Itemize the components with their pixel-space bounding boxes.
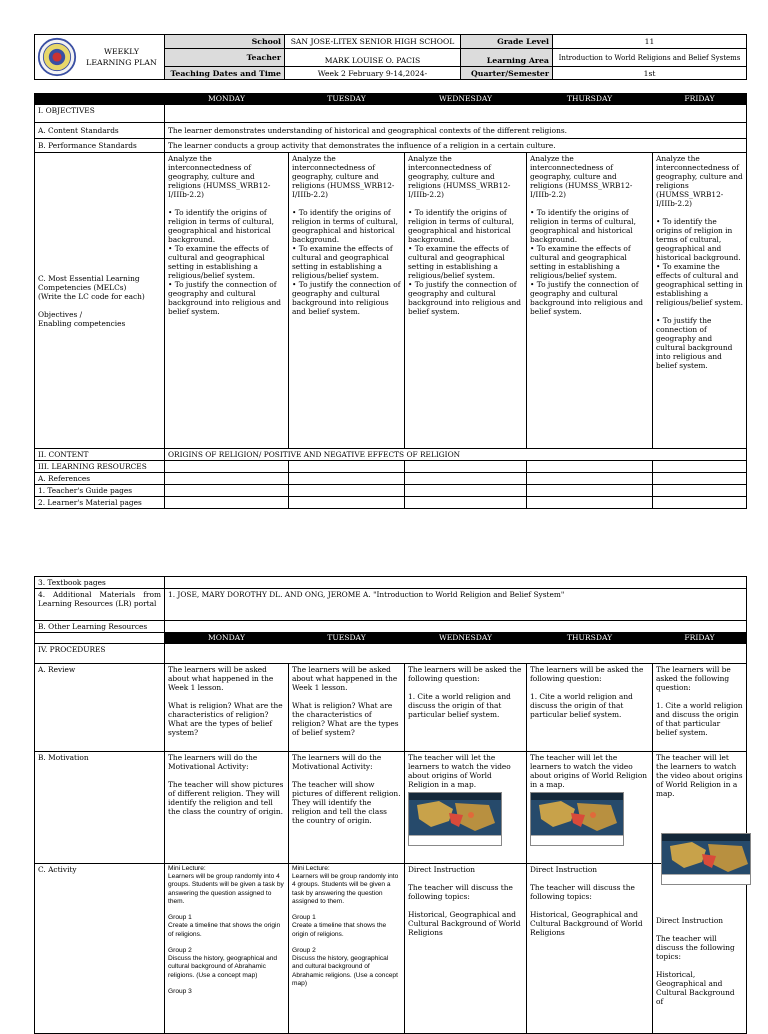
objectives-table bbox=[34, 93, 747, 509]
world-map-image bbox=[531, 793, 623, 837]
activity-wednesday: Direct Instruction The teacher will discuss the following topics: Historical, Geographical and Cultural Background of World Religions bbox=[405, 864, 527, 1034]
blank-cell bbox=[289, 473, 405, 485]
blank-cell bbox=[405, 461, 527, 473]
blank-cell bbox=[165, 485, 289, 497]
textbook-value bbox=[165, 577, 747, 589]
day-header-tuesday: TUESDAY bbox=[289, 94, 405, 105]
video-info-bar bbox=[662, 874, 750, 884]
content-standards-value: The learner demonstrates understanding of historical and geographical contexts of the different religions. bbox=[165, 123, 747, 139]
header-section bbox=[34, 34, 746, 80]
review-monday: The learners will be asked about what happened in the Week 1 lesson. What is religion? What are the characteristics of religion? What are the types of belief system? bbox=[165, 664, 289, 752]
day-header-monday-2: MONDAY bbox=[165, 633, 289, 644]
day-header-thursday: THURSDAY bbox=[527, 94, 653, 105]
day-header-wednesday: WEDNESDAY bbox=[405, 94, 527, 105]
content-value: ORIGINS OF RELIGION/ POSITIVE AND NEGATIVE EFFECTS OF RELIGION bbox=[165, 449, 747, 461]
day-header-blank-2 bbox=[35, 633, 165, 644]
blank-cell bbox=[405, 497, 527, 509]
quarter-value: 1st bbox=[553, 67, 747, 80]
additional-materials-value: 1. JOSE, MARY DOROTHY DL. AND ONG, JEROME A. "Introduction to World Religion and Belief System" bbox=[165, 589, 747, 621]
school-value: SAN JOSE-LITEX SENIOR HIGH SCHOOL bbox=[285, 35, 461, 49]
plan-title: WEEKLY LEARNING PLAN bbox=[86, 47, 157, 67]
day-header-friday: FRIDAY bbox=[653, 94, 747, 105]
procedures-blank bbox=[165, 644, 747, 664]
review-tuesday: The learners will be asked about what happened in the Week 1 lesson. What is religion? What are the characteristics of religion? What are the types of belief system? bbox=[289, 664, 405, 752]
blank-cell bbox=[527, 473, 653, 485]
grade-level-label: Grade Level bbox=[461, 35, 553, 49]
deped-seal-logo bbox=[35, 37, 79, 77]
teacher-value: MARK LOUISE O. PACIS bbox=[285, 48, 461, 67]
quarter-label: Quarter/Semester bbox=[461, 67, 553, 80]
day-header-row-2 bbox=[35, 633, 747, 644]
motivation-monday: The learners will do the Motivational Activity: The teacher will show pictures of different religion. They will identify the religion and tell the class the country of origin. bbox=[165, 752, 289, 864]
melc-label: C. Most Essential Learning Competencies (MELCs) (Write the LC code for each) Objectives / Enabling competencies bbox=[35, 153, 165, 449]
textbook-label: 3. Textbook pages bbox=[35, 577, 165, 589]
blank-cell bbox=[405, 485, 527, 497]
teaching-dates-value: Week 2 February 9-14,2024- bbox=[285, 67, 461, 80]
review-label: A. Review bbox=[35, 664, 165, 752]
learners-material-label: 2. Learner's Material pages bbox=[35, 497, 165, 509]
content-title: II. CONTENT bbox=[35, 449, 165, 461]
review-thursday: The learners will be asked the following question: 1. Cite a world religion and discuss the origin of that particular belief system. bbox=[527, 664, 653, 752]
blank-cell bbox=[405, 473, 527, 485]
blank-cell bbox=[165, 461, 289, 473]
procedures-table bbox=[34, 576, 747, 1034]
header-table bbox=[34, 34, 747, 80]
video-thumbnail[interactable] bbox=[408, 792, 502, 846]
video-info-bar bbox=[531, 835, 623, 845]
review-wednesday: The learners will be asked the following question: 1. Cite a world religion and discuss the origin of that particular belief system. bbox=[405, 664, 527, 752]
motivation-tuesday: The learners will do the Motivational Activity: The teacher will show pictures of different religion. They will identify the religion and tell the class the country of origin. bbox=[289, 752, 405, 864]
teachers-guide-label: 1. Teacher's Guide pages bbox=[35, 485, 165, 497]
video-info-bar bbox=[409, 835, 501, 845]
blank-cell bbox=[653, 461, 747, 473]
video-thumbnail[interactable] bbox=[530, 792, 624, 846]
blank-cell bbox=[653, 473, 747, 485]
procedures-title: IV. PROCEDURES bbox=[35, 644, 165, 664]
learning-resources-title: III. LEARNING RESOURCES bbox=[35, 461, 165, 473]
teacher-label: Teacher bbox=[165, 48, 285, 67]
procedures-section bbox=[34, 576, 746, 1034]
blank-cell bbox=[165, 497, 289, 509]
additional-materials-label: 4. Additional Materials from Learning Resources (LR) portal bbox=[35, 589, 165, 621]
melc-tuesday: Analyze the interconnectedness of geography, culture and religions (HUMSS_WRB12- I/IIIb-2.2) • To identify the origins of religion in terms of cultural, geographical and historical background. • To examine the effects of cultural and geographical setting in establishing a religious/belief system. • To justify the connection of geography and cultural background into religious and belief system. bbox=[289, 153, 405, 449]
grade-level-value: 11 bbox=[553, 35, 747, 49]
activity-friday: Direct Instruction The teacher will discuss the following topics: Historical, Geographical and Cultural Background of bbox=[653, 864, 747, 1034]
motivation-friday bbox=[653, 752, 747, 864]
video-thumbnail[interactable] bbox=[661, 833, 751, 885]
blank-cell bbox=[527, 485, 653, 497]
content-standards-label: A. Content Standards bbox=[35, 123, 165, 139]
day-header-friday-2: FRIDAY bbox=[653, 633, 747, 644]
world-map-image bbox=[662, 834, 750, 876]
objectives-title: I. OBJECTIVES bbox=[35, 105, 165, 123]
blank-cell bbox=[653, 497, 747, 509]
motivation-thursday bbox=[527, 752, 653, 864]
blank-cell bbox=[527, 497, 653, 509]
learning-area-value: Introduction to World Religions and Belief Systems bbox=[553, 48, 747, 67]
blank-cell bbox=[289, 461, 405, 473]
activity-tuesday: Mini Lecture: Learners will be group randomly into 4 groups. Students will be given a task by answering the question assigned to them. Group 1 Create a timeline that shows the origin of religions. Group 2 Discuss the history, geographical and cultural background of Abrahamic religions. (Use a concept map) bbox=[289, 864, 405, 1034]
other-resources-value bbox=[165, 621, 747, 633]
day-header-tuesday-2: TUESDAY bbox=[289, 633, 405, 644]
day-header-blank bbox=[35, 94, 165, 105]
performance-standards-value: The learner conducts a group activity that demonstrates the influence of a religion in a certain culture. bbox=[165, 139, 747, 153]
world-map-image bbox=[409, 793, 501, 837]
day-header-thursday-2: THURSDAY bbox=[527, 633, 653, 644]
school-label: School bbox=[165, 35, 285, 49]
melc-monday: Analyze the interconnectedness of geography, culture and religions (HUMSS_WRB12-I/IIIb-2.2) • To identify the origins of religion in terms of cultural, geographical and historical background. • To examine the effects of cultural and geographical setting in establishing a religious/belief system. • To justify the connection of geography and cultural background into religious and belief system. bbox=[165, 153, 289, 449]
review-friday: The learners will be asked the following question: 1. Cite a world religion and discuss the origin of that particular belief system. bbox=[653, 664, 747, 752]
day-header-row bbox=[35, 94, 747, 105]
day-header-wednesday-2: WEDNESDAY bbox=[405, 633, 527, 644]
teaching-dates-label: Teaching Dates and Time bbox=[165, 67, 285, 80]
melc-friday: Analyze the interconnectedness of geography, culture and religions (HUMSS_WRB12-I/IIIb-2.2) • To identify the origins of religion in terms of cultural, geographical and historical background. • To examine the effects of cultural and geographical setting in establishing a religious/belief system. • To justify the connection of geography and cultural background into religious and belief system. bbox=[653, 153, 747, 449]
blank-cell bbox=[653, 485, 747, 497]
activity-label: C. Activity bbox=[35, 864, 165, 1034]
melc-thursday: Analyze the interconnectedness of geography, culture and religions (HUMSS_WRB12-I/IIIb-2.2) • To identify the origins of religion in terms of cultural, geographical and historical background. • To examine the effects of cultural and geographical setting in establishing a religious/belief system. • To justify the connection of geography and cultural background into religious and belief system. bbox=[527, 153, 653, 449]
blank-cell bbox=[527, 461, 653, 473]
activity-monday: Mini Lecture: Learners will be group randomly into 4 groups. Students will be given a task by answering the question assigned to them. Group 1 Create a timeline that shows the origin of religions. Group 2 Discuss the history, geographical and cultural background of Abrahamic religions. (Use a concept map) Group 3 bbox=[165, 864, 289, 1034]
blank-cell bbox=[289, 497, 405, 509]
deped-seal-cell bbox=[35, 35, 165, 80]
day-header-monday: MONDAY bbox=[165, 94, 289, 105]
performance-standards-label: B. Performance Standards bbox=[35, 139, 165, 153]
activity-thursday: Direct Instruction The teacher will discuss the following topics: Historical, Geographical and Cultural Background of World Religions bbox=[527, 864, 653, 1034]
motivation-friday-text: The teacher will let the learners to watch the video about origins of World Religion in a map. bbox=[656, 753, 743, 798]
motivation-wednesday-text: The teacher will let the learners to watch the video about origins of World Religion in a map. bbox=[408, 753, 511, 789]
objectives-blank bbox=[165, 105, 747, 123]
motivation-wednesday bbox=[405, 752, 527, 864]
motivation-label: B. Motivation bbox=[35, 752, 165, 864]
blank-cell bbox=[165, 473, 289, 485]
other-resources-label: B. Other Learning Resources bbox=[35, 621, 165, 633]
blank-cell bbox=[289, 485, 405, 497]
objectives-section bbox=[34, 93, 746, 509]
melc-wednesday: Analyze the interconnectedness of geography, culture and religions (HUMSS_WRB12-I/IIIb-2.2) • To identify the origins of religion in terms of cultural, geographical and historical background. • To examine the effects of cultural and geographical setting in establishing a religious/belief system. • To justify the connection of geography and cultural background into religious and belief system. bbox=[405, 153, 527, 449]
references-label: A. References bbox=[35, 473, 165, 485]
motivation-thursday-text: The teacher will let the learners to watch the video about origins of World Religion in a map. bbox=[530, 753, 648, 789]
learning-area-label: Learning Area bbox=[461, 48, 553, 67]
